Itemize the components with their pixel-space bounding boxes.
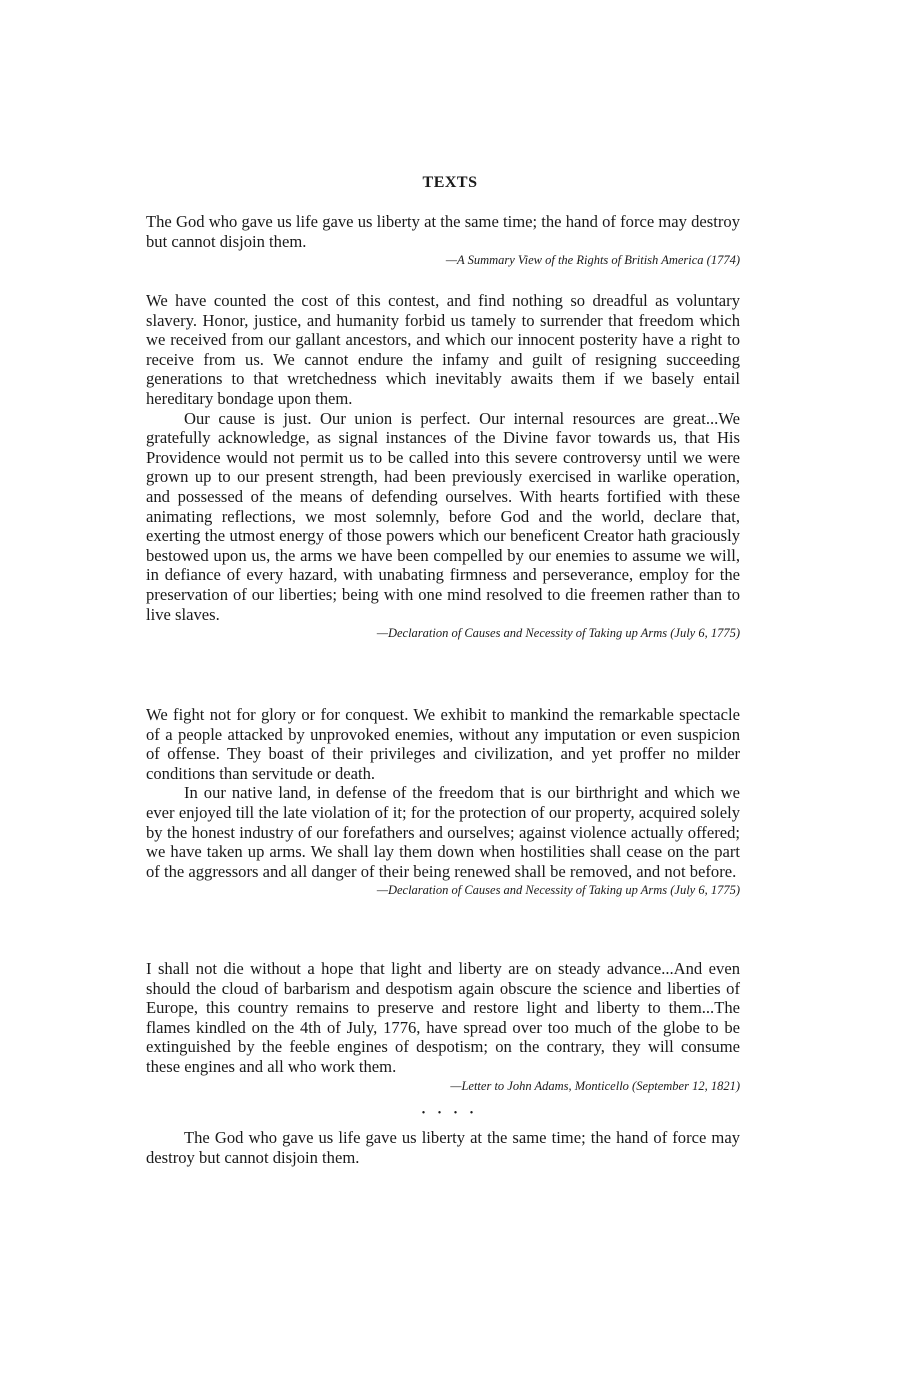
page-heading: TEXTS: [422, 174, 478, 191]
quote-block-summary-view: [146, 212, 740, 270]
quote-attribution: —A Summary View of the Rights of British America (1774): [445, 253, 740, 268]
quote-paragraph: I shall not die without a hope that light and liberty are on steady advance...And even should the cloud of barbarism and despotism again obscure the science and liberties of Europe, this country remains to preserve and restore light and liberty to them...The flames kindled on the 4th of July, 1776, have spread over too much of the globe to be extinguished by the feeble engines of despotism; on the contrary, they will consume these engines and all who work them.: [146, 959, 740, 1076]
quote-attribution: —Declaration of Causes and Necessity of Taking up Arms (July 6, 1775): [376, 626, 740, 641]
section-ornament: • • • •: [421, 1108, 479, 1119]
quote-paragraph: We have counted the cost of this contest, and find nothing so dreadful as voluntary slavery. Honor, justice, and humanity forbid us tamely to surrender that freedom which we received from our gallant ancestors, and which our innocent posterity have a right to receive from us. We cannot endure the infamy and guilt of resigning succeeding generations to that wretchedness which inevitably awaits them if we basely entail hereditary bondage upon them.: [146, 291, 740, 408]
quote-paragraph: The God who gave us life gave us liberty at the same time; the hand of force may destroy but cannot disjoin them.: [146, 212, 740, 251]
quote-attribution: —Declaration of Causes and Necessity of Taking up Arms (July 6, 1775): [376, 883, 740, 898]
closing-paragraph: The God who gave us life gave us liberty at the same time; the hand of force may destroy but cannot disjoin them.: [146, 1128, 740, 1167]
quote-paragraph: We fight not for glory or for conquest. We exhibit to mankind the remarkable spectacle of a people attacked by unprovoked enemies, without any imputation or even suspicion of offense. They boast of their privileges and civilization, and yet proffer no milder conditions than servitude or death.: [146, 705, 740, 783]
closing-quote-block: [146, 1128, 740, 1167]
quote-attribution: —Letter to John Adams, Monticello (September 12, 1821): [450, 1078, 740, 1093]
quote-paragraph: Our cause is just. Our union is perfect. Our internal resources are great...We gratefully acknowledge, as signal instances of the Divine favor towards us, that His Providence would not permit us to be called into this severe controversy until we were grown up to our present strength, had been previously exercised in warlike operation, and possessed of the means of defending ourselves. With hearts fortified with these animating reflections, we most solemnly, before God and the world, declare that, exerting the utmost energy of those powers which our beneficent Creator hath graciously bestowed upon us, the arms we have been compelled by our enemies to assume we will, in defiance of every hazard, with unabating firmness and perseverance, employ for the preservation of our liberties; being with one mind resolved to die freemen rather than to live slaves.: [146, 408, 740, 624]
quote-block-letter-to-adams: [146, 959, 740, 1096]
quote-paragraph: In our native land, in defense of the freedom that is our birthright and which we ever enjoyed till the late violation of it; for the protection of our property, acquired solely by the honest industry of our forefathers and ourselves; against violence actually offered; we have taken up arms. We shall lay them down when hostilities shall cease on the part of the aggressors and all danger of their being renewed shall be removed, and not before.: [146, 783, 740, 881]
quote-block-declaration-1: [146, 291, 740, 643]
quote-block-declaration-2: [146, 705, 740, 900]
